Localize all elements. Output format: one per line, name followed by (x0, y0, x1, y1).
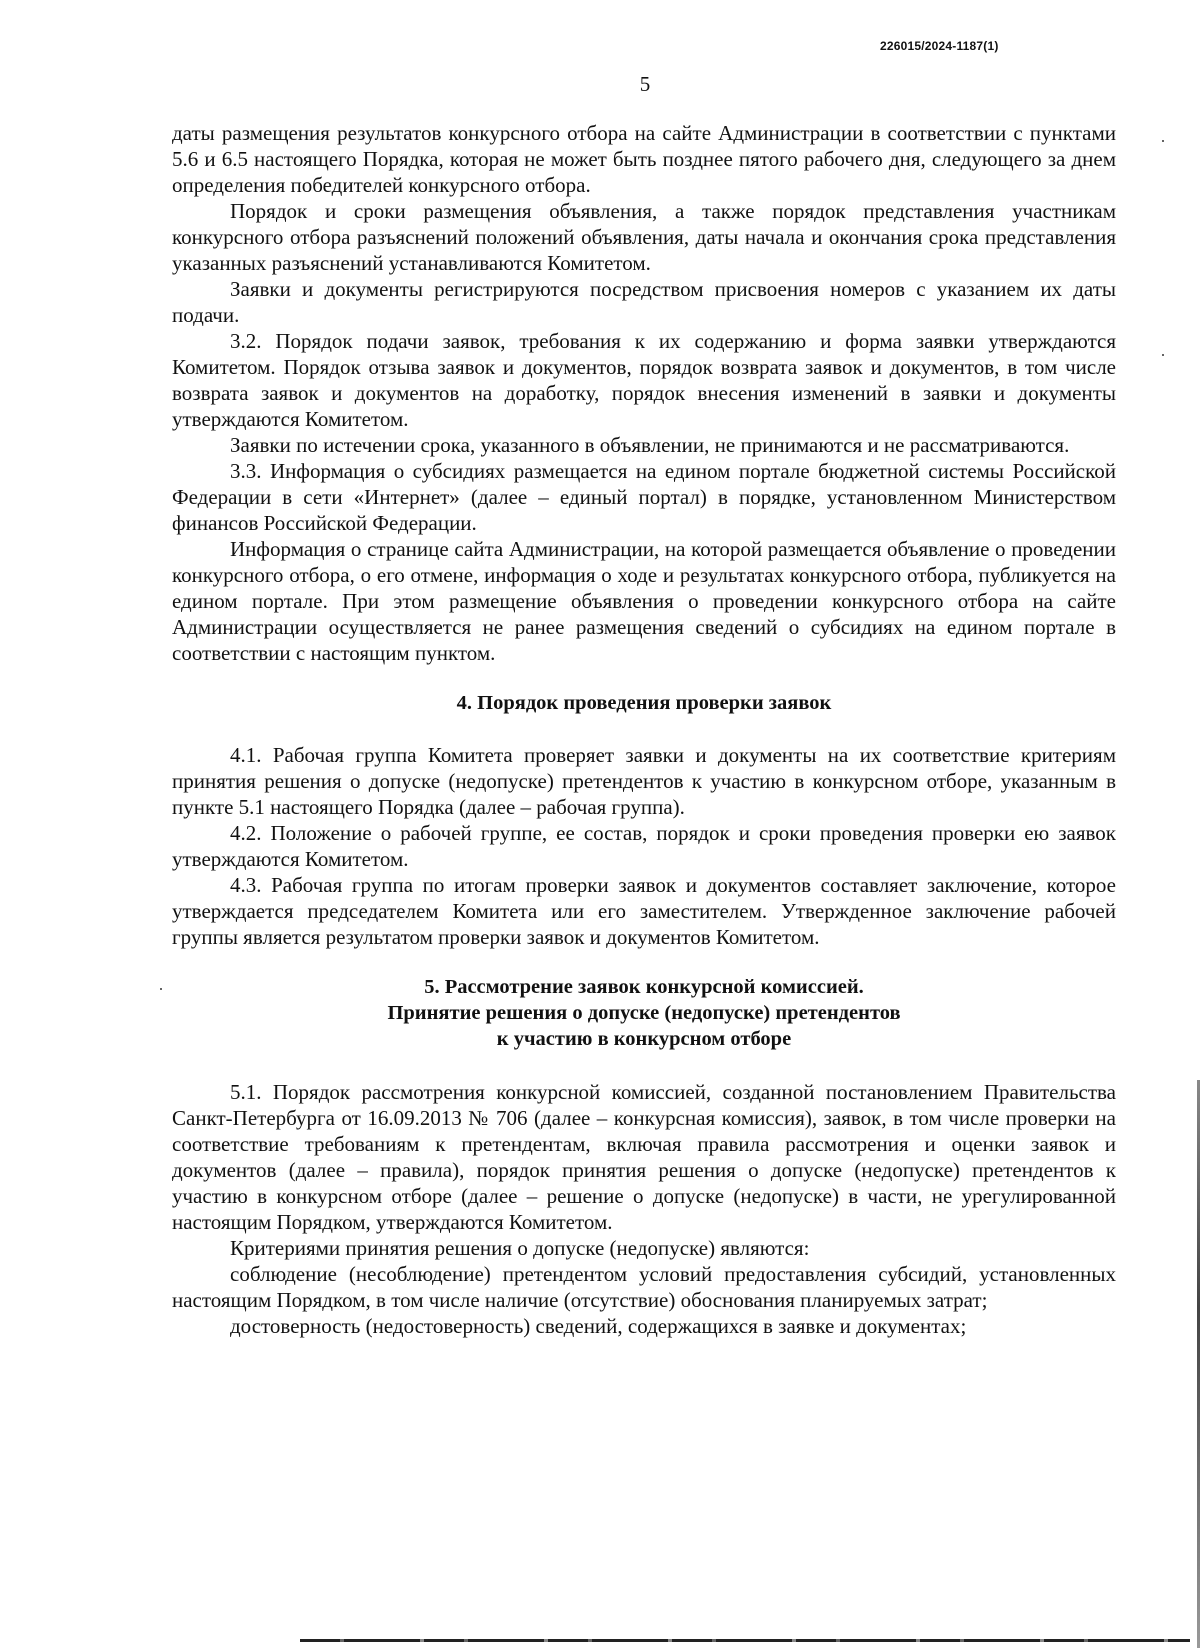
paragraph: Заявки и документы регистрируются посредством присвоения номеров с указанием их даты подачи. (172, 277, 1116, 327)
paragraph: достоверность (недостоверность) сведений, содержащихся в заявке и документах; (230, 1314, 967, 1338)
paragraph-4-1: 4.1. Рабочая группа Комитета проверяет заявки и документы на их соответствие критериям принятия решения о допуске (недопуске) претендентов к участию в конкурсном отборе, указанным в пункте 5.1 настоящего Порядка (далее – рабочая группа). (172, 743, 1116, 819)
paragraph-4-2: 4.2. Положение о рабочей группе, ее состав, порядок и сроки проведения проверки ею заявок утверждаются Комитетом. (172, 821, 1116, 871)
paragraph: Критериями принятия решения о допуске (недопуске) являются: (230, 1236, 810, 1260)
section-5-heading-line: 5. Рассмотрение заявок конкурсной комиссией. (424, 976, 864, 998)
paragraph: Порядок и сроки размещения объявления, а также порядок представления участникам конкурсного отбора разъяснений положений объявления, даты начала и окончания срока представления указанных разъяснений устанавливаются Комитетом. (172, 199, 1116, 275)
scan-bottom-edge (300, 1639, 1190, 1642)
scan-speck (160, 988, 162, 990)
section-5-heading (172, 974, 1116, 1052)
paragraph: соблюдение (несоблюдение) претендентом условий предоставления субсидий, установленных настоящим Порядком, в том числе наличие (отсутствие) обоснования планируемых затрат; (172, 1262, 1116, 1312)
paragraph: даты размещения результатов конкурсного отбора на сайте Администрации в соответствии с пунктами 5.6 и 6.5 настоящего Порядка, которая не может быть позднее пятого рабочего дня, следующего за днем определения победителей конкурсного отбора. (172, 121, 1116, 197)
document-registration-number: 226015/2024-1187(1) (880, 39, 999, 53)
section-4-heading: 4. Порядок проведения проверки заявок (456, 692, 832, 714)
section-5-heading-line: к участию в конкурсном отборе (496, 1028, 792, 1050)
scan-speck (1162, 140, 1164, 142)
paragraph-3-3: 3.3. Информация о субсидиях размещается на едином портале бюджетной системы Российской Федерации в сети «Интернет» (далее – единый портал) в порядке, установленном Министерством финансов Российской Федерации. (172, 459, 1116, 535)
page-number: 5 (639, 72, 651, 96)
document-body (172, 120, 1116, 1339)
paragraph: Заявки по истечении срока, указанного в объявлении, не принимаются и не рассматриваются. (230, 433, 1070, 457)
section-5-heading-line: Принятие решения о допуске (недопуске) претендентов (387, 1002, 901, 1024)
paragraph-4-3: 4.3. Рабочая группа по итогам проверки заявок и документов составляет заключение, которое утверждается председателем Комитета или его заместителем. Утвержденное заключение рабочей группы является результатом проверки заявок и документов Комитетом. (172, 873, 1116, 949)
paragraph: Информация о странице сайта Администрации, на которой размещается объявление о проведении конкурсного отбора, о его отмене, информация о ходе и результатах конкурсного отбора, публикуется на едином портале. При этом размещение объявления о проведении конкурсного отбора на сайте Администрации осуществляется не ранее размещения сведений о субсидиях на едином портале в соответствии с настоящим пунктом. (172, 537, 1116, 665)
paragraph-5-1: 5.1. Порядок рассмотрения конкурсной комиссией, созданной постановлением Правительства Санкт-Петербурга от 16.09.2013 № 706 (далее – конкурсная комиссия), заявок, в том числе проверки на соответствие требованиям к претендентам, включая правила рассмотрения и оценки заявок и документов (далее – правила), порядок принятия решения о допуске (недопуске) претендентов к участию в конкурсном отборе (далее – решение о допуске (недопуске) в части, не урегулированной настоящим Порядком, утверждаются Комитетом. (172, 1080, 1116, 1234)
scan-speck (1162, 354, 1164, 356)
paragraph-3-2: 3.2. Порядок подачи заявок, требования к их содержанию и форма заявки утверждаются Комитетом. Порядок отзыва заявок и документов, порядок возврата заявок и документов, в том числе возврата заявок и документов на доработку, порядок внесения изменений в заявки и документы утверждаются Комитетом. (172, 329, 1116, 431)
